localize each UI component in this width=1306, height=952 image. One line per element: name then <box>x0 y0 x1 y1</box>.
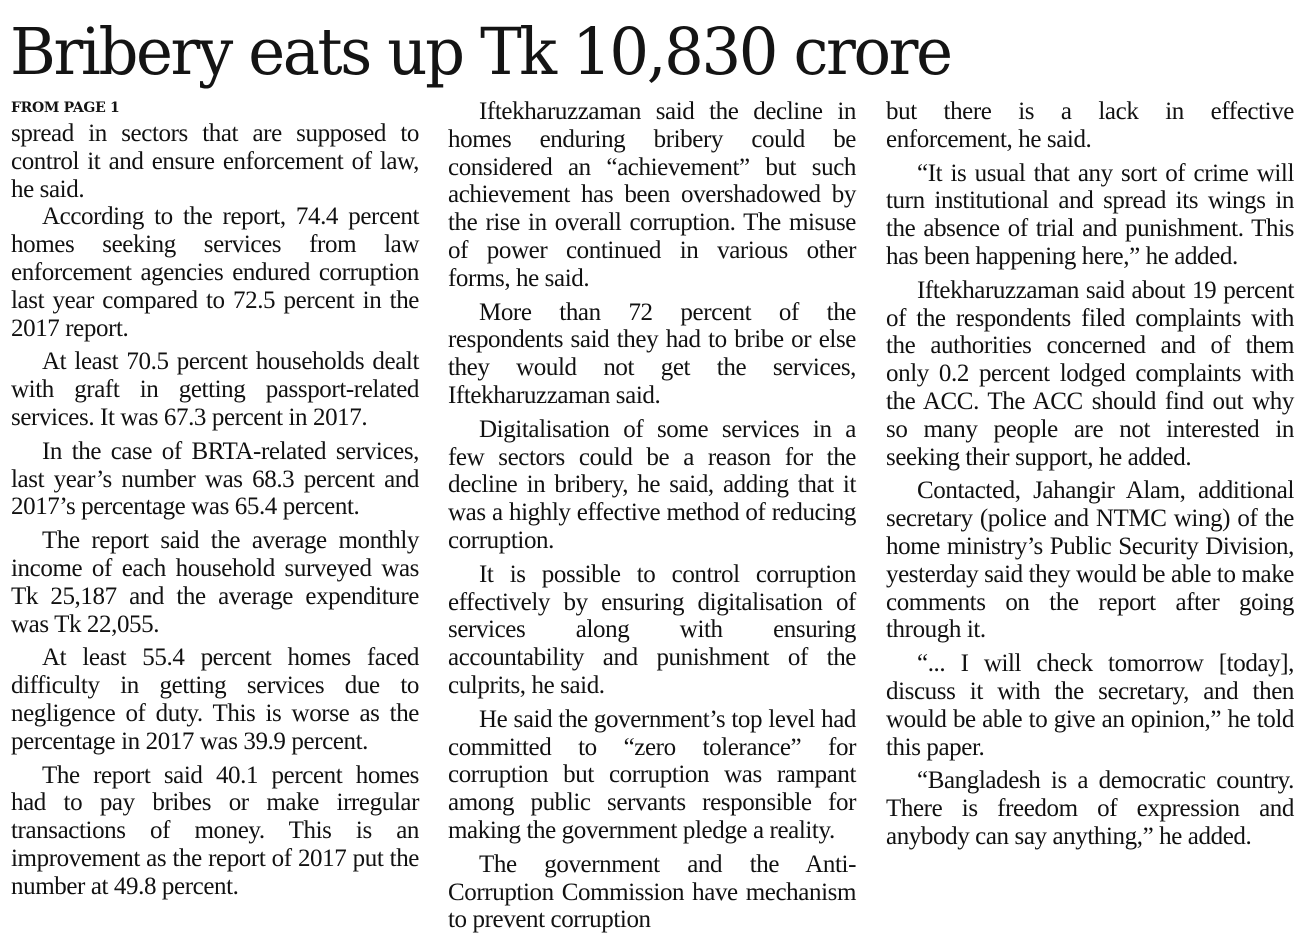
paragraph: “Bangladesh is a democratic country. There is freedom of expression and anybody can say anything,” he added. <box>886 767 1294 850</box>
article-column-1 <box>11 120 419 901</box>
paragraph: At least 70.5 percent households dealt with graft in getting passport-related services. It was 67.3 percent in 2017. <box>11 348 419 431</box>
continuation-kicker: FROM PAGE 1 <box>11 100 120 116</box>
paragraph: He said the government’s top level had committed to “zero tolerance” for corruption but corruption was rampant among public servants responsible for making the government pledge a reality. <box>448 705 856 844</box>
paragraph: Contacted, Jahangir Alam, additional secretary (police and NTMC wing) of the home ministry’s Public Security Division, yesterday said they would be able to make comments on the report after going through it. <box>886 477 1294 644</box>
paragraph: The report said the average monthly income of each household surveyed was Tk 25,187 and the average expenditure was Tk 22,055. <box>11 527 419 638</box>
paragraph: The government and the Anti-Corruption Commission have mechanism to prevent corruption <box>448 850 856 934</box>
paragraph: Iftekharuzzaman said the decline in homes enduring bribery could be considered an “achievement” but such achievement has been overshadowed by the rise in overall corruption. The misuse of power continued in various other forms, he said. <box>448 98 856 292</box>
paragraph: “It is usual that any sort of crime will turn institutional and spread its wings in the absence of trial and punishment. This has been happening here,” he added. <box>886 159 1294 270</box>
paragraph: In the case of BRTA-related services, last year’s number was 68.3 percent and 2017’s percentage was 65.4 percent. <box>11 437 419 521</box>
paragraph: At least 55.4 percent homes faced difficulty in getting services due to negligence of duty. This is worse as the percentage in 2017 was 39.9 percent. <box>11 644 419 755</box>
headline: Bribery eats up Tk 10,830 crore <box>10 15 951 90</box>
paragraph: It is possible to control corruption effectively by ensuring digitalisation of services along with ensuring accountability and punishment of the culprits, he said. <box>448 560 856 699</box>
paragraph: The report said 40.1 percent homes had to pay bribes or make irregular transactions of money. This is an improvement as the report of 2017 put the number at 49.8 percent. <box>11 761 419 900</box>
paragraph: More than 72 percent of the respondents said they had to bribe or else they would not get the services, Iftekharuzzaman said. <box>448 298 856 409</box>
paragraph: Digitalisation of some services in a few sectors could be a reason for the decline in bribery, he said, adding that it was a highly effective method of reducing corruption. <box>448 415 856 554</box>
article-column-2 <box>448 98 856 934</box>
paragraph: “... I will check tomorrow [today], discuss it with the secretary, and then would be able to give an opinion,” he told this paper. <box>886 650 1294 761</box>
paragraph: According to the report, 74.4 percent homes seeking services from law enforcement agencies endured corruption last year compared to 72.5 percent in the 2017 report. <box>11 203 419 342</box>
paragraph: but there is a lack in effective enforcement, he said. <box>886 98 1294 153</box>
article-column-3 <box>886 98 1294 851</box>
paragraph: Iftekharuzzaman said about 19 percent of the respondents filed complaints with the authorities concerned and of them only 0.2 percent lodged complaints with the ACC. The ACC should find out why so many people are not interested in seeking their support, he added. <box>886 276 1294 471</box>
paragraph: spread in sectors that are supposed to control it and ensure enforcement of law, he said. <box>11 120 419 203</box>
